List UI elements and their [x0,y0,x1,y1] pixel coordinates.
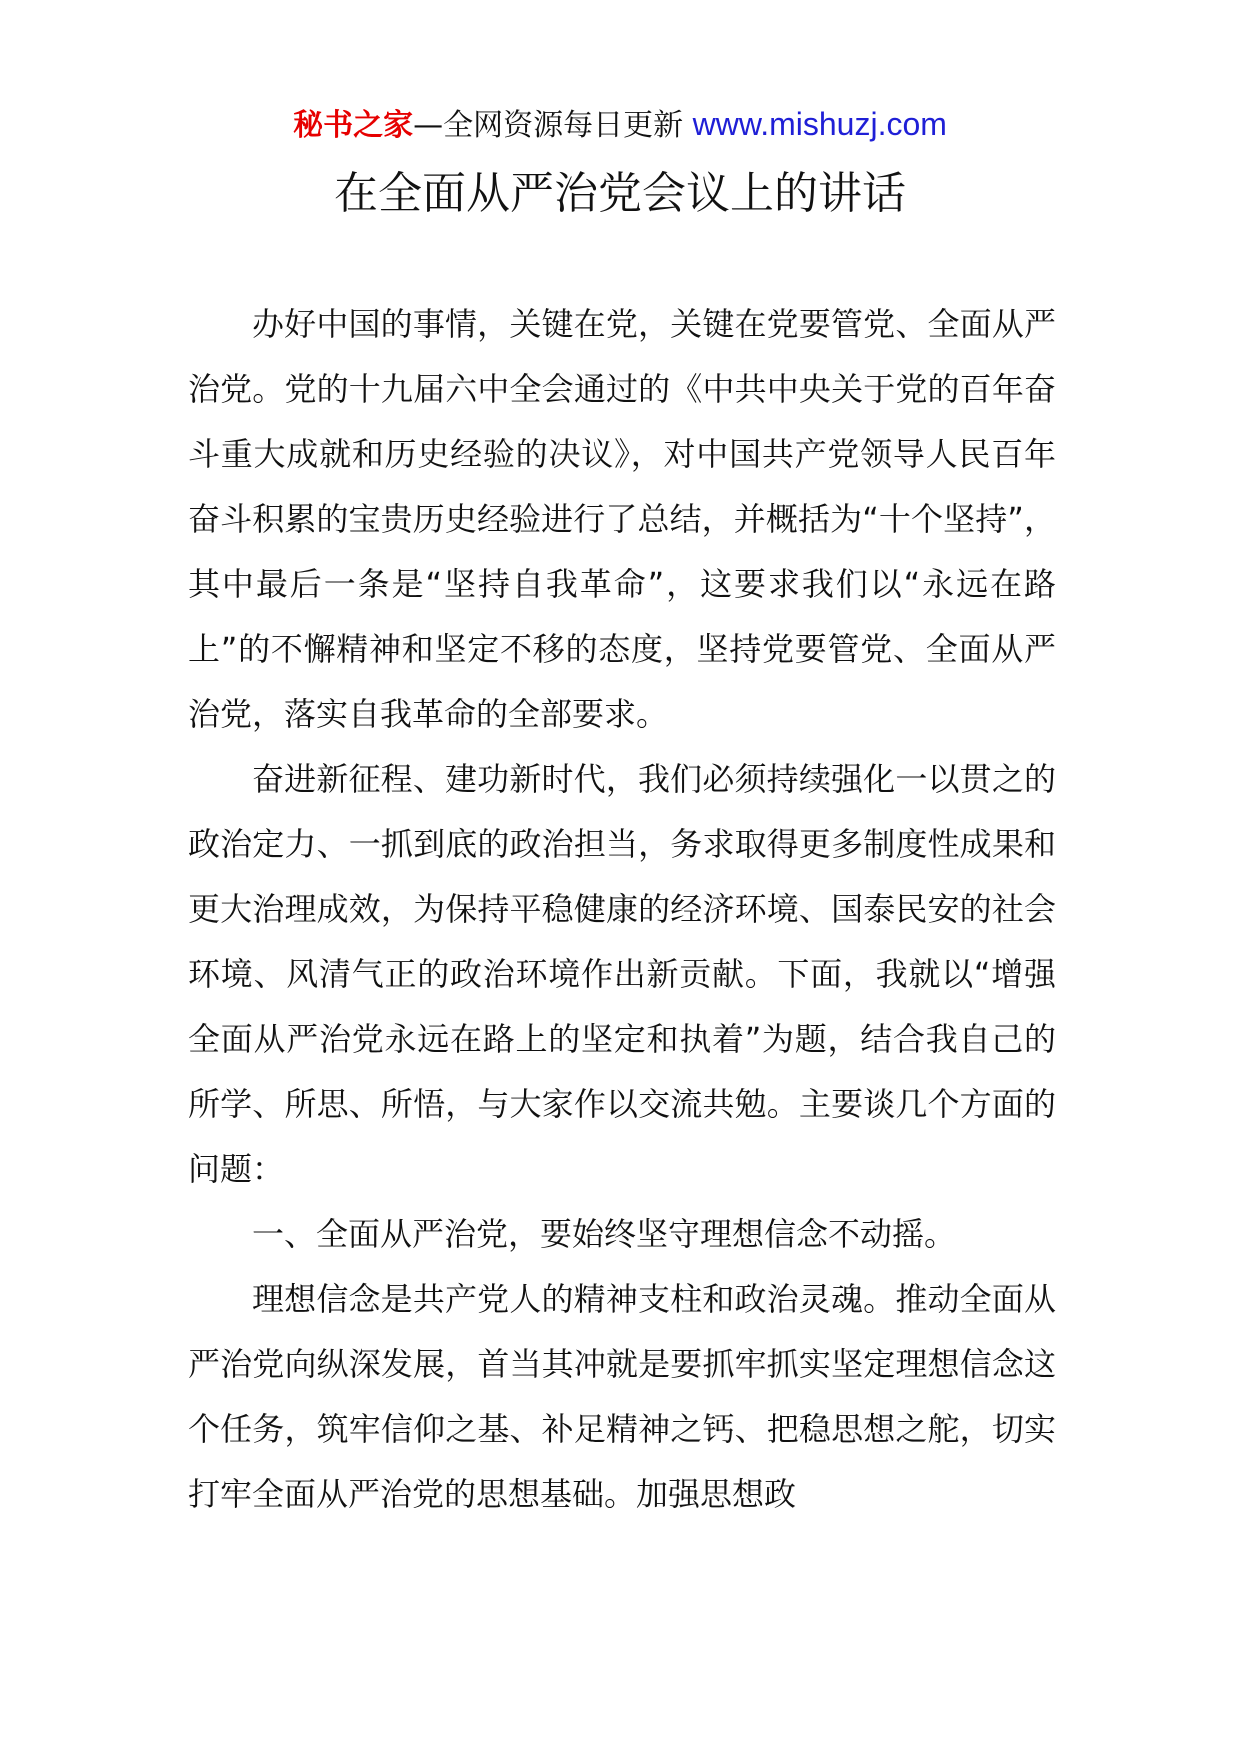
body-paragraph-1: 办好中国的事情，关键在党，关键在党要管党、全面从严治党。党的十九届六中全会通过的《中共中央关于党的百年奋斗重大成就和历史经验的决议》，对中国共产党领导人民百年奋斗积累的宝贵历史经验进行了总结，并概括为“十个坚持”，其中最后一条是“坚持自我革命”，这要求我们以“永远在路上”的不懈精神和坚定不移的态度，坚持党要管党、全面从严治党，落实自我革命的全部要求。 [188,305,1056,733]
brand-name: 秘书之家 [293,108,414,143]
section-paragraph-1: 理想信念是共产党人的精神支柱和政治灵魂。推动全面从严治党向纵深发展，首当其冲就是要抓牢抓实坚定理想信念这个任务，筑牢信仰之基、补足精神之钙、把稳思想之舵，切实打牢全面从严治党的思想基础。加强思想政 [188,1280,1056,1513]
document-body [188,292,1056,1527]
site-header [0,104,1240,146]
body-paragraph-2: 奋进新征程、建功新时代，我们必须持续强化一以贯之的政治定力、一抓到底的政治担当，务求取得更多制度性成果和更大治理成效，为保持平稳健康的经济环境、国泰民安的社会环境、风清气正的政治环境作出新贡献。下面，我就以“增强全面从严治党永远在路上的坚定和执着”为题，结合我自己的所学、所思、所悟，与大家作以交流共勉。主要谈几个方面的问题： [188,760,1056,1188]
section-heading-1: 一、全面从严治党，要始终坚守理想信念不动摇。 [252,1215,957,1253]
site-url-link[interactable]: www.mishuzj.com [692,106,947,142]
header-tagline: —全网资源每日更新 [413,108,693,143]
document-title: 在全面从严治党会议上的讲话 [334,168,906,219]
